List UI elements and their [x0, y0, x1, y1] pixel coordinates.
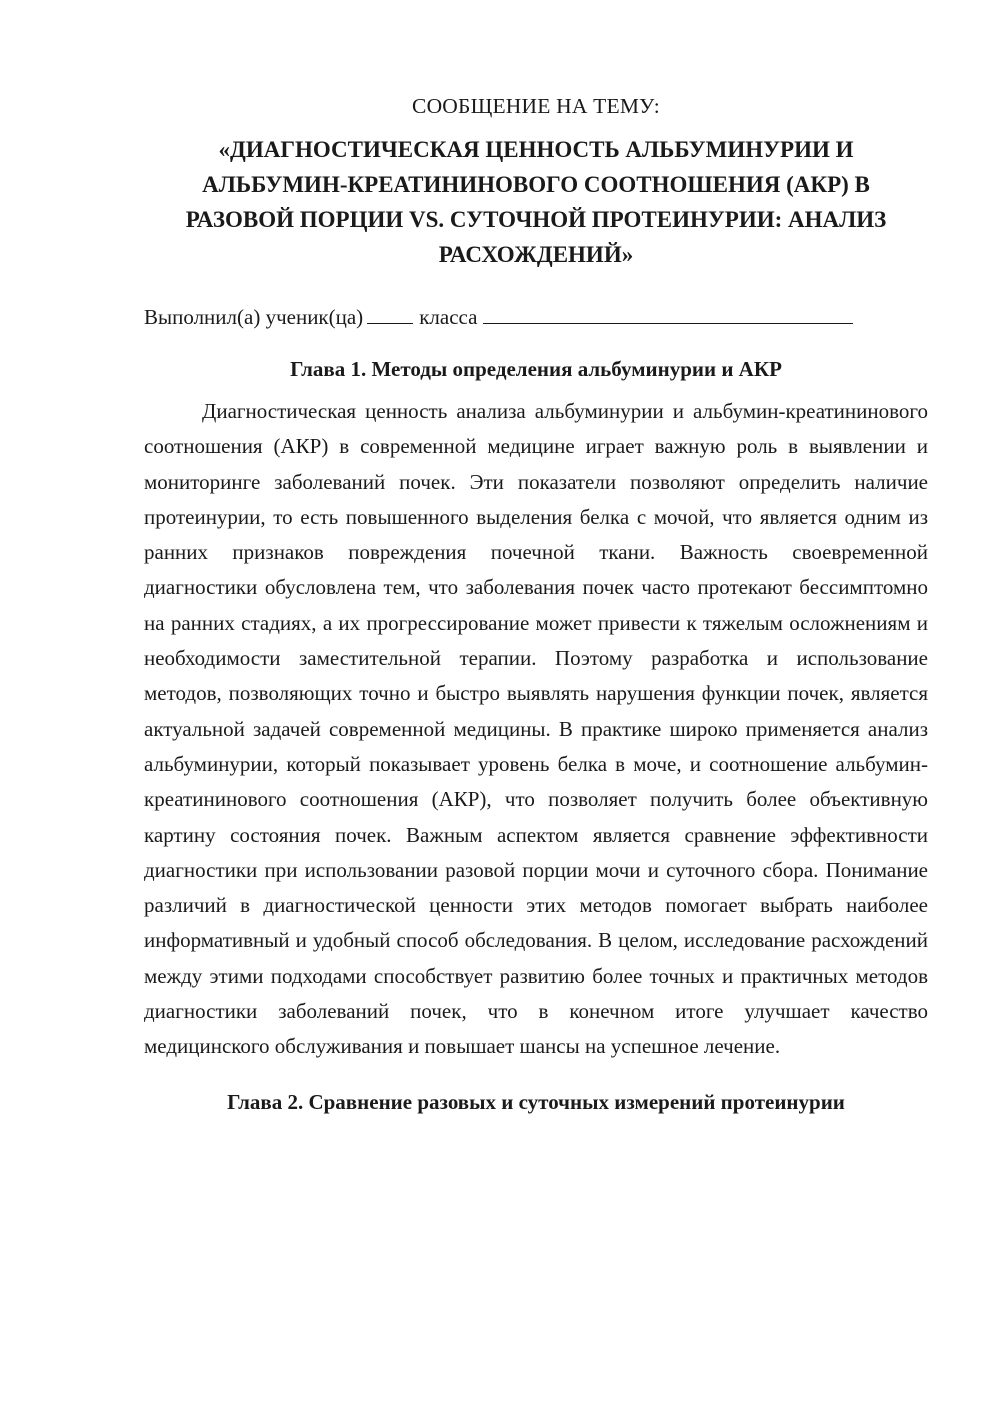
- document-header: СООБЩЕНИЕ НА ТЕМУ:: [412, 94, 660, 118]
- title-line: РАСХОЖДЕНИЙ»: [438, 242, 634, 267]
- title-line: АЛЬБУМИН-КРЕАТИНИНОВОГО СООТНОШЕНИЯ (АКР) В: [202, 172, 870, 197]
- byline-class-label: класса: [419, 305, 478, 329]
- author-byline: [144, 302, 928, 332]
- grade-blank: [367, 303, 413, 324]
- chapter-1-paragraph: Диагностическая ценность анализа альбуминурии и альбумин-креатининового соотношения (АКР) в современной медицине играет важную роль в выявлении и мониторинге заболеваний почек. Эти показатели позволяют определить наличие протеинурии, то есть повышенного выделения белка с мочой, что является одним из ранних признаков повреждения почечной ткани. Важность своевременной диагностики обусловлена тем, что заболевания почек часто протекают бессимптомно на ранних стадиях, а их прогрессирование может привести к тяжелым осложнениям и необходимости заместительной терапии. Поэтому разработка и использование методов, позволяющих точно и быстро выявлять нарушения функции почек, является актуальной задачей современной медицины. В практике широко применяется анализ альбуминурии, который показывает уровень белка в моче, и соотношение альбумин-креатининового соотношения (АКР), что позволяет получить более объективную картину состояния почек. Важным аспектом является сравнение эффективности диагностики при использовании разовой порции мочи и суточного сбора. Понимание различий в диагностической ценности этих методов помогает выбрать наиболее информативный и удобный способ обследования. В целом, исследование расхождений между этими подходами способствует развитию более точных и практичных методов диагностики заболеваний почек, что в конечном итоге улучшает качество медицинского обслуживания и повышает шансы на успешное лечение.: [144, 399, 928, 1059]
- byline-prefix: Выполнил(а) ученик(ца): [144, 305, 364, 329]
- name-blank: [483, 303, 853, 324]
- title-line: «ДИАГНОСТИЧЕСКАЯ ЦЕННОСТЬ АЛЬБУМИНУРИИ И: [218, 137, 854, 162]
- document-title: [144, 132, 928, 272]
- chapter-1-title: Глава 1. Методы определения альбуминурии и АКР: [290, 357, 782, 381]
- chapter-2-title: Глава 2. Сравнение разовых и суточных измерений протеинурии: [227, 1089, 845, 1114]
- document-page: [144, 92, 928, 1127]
- title-line: РАЗОВОЙ ПОРЦИИ VS. СУТОЧНОЙ ПРОТЕИНУРИИ: АНАЛИЗ: [185, 207, 887, 232]
